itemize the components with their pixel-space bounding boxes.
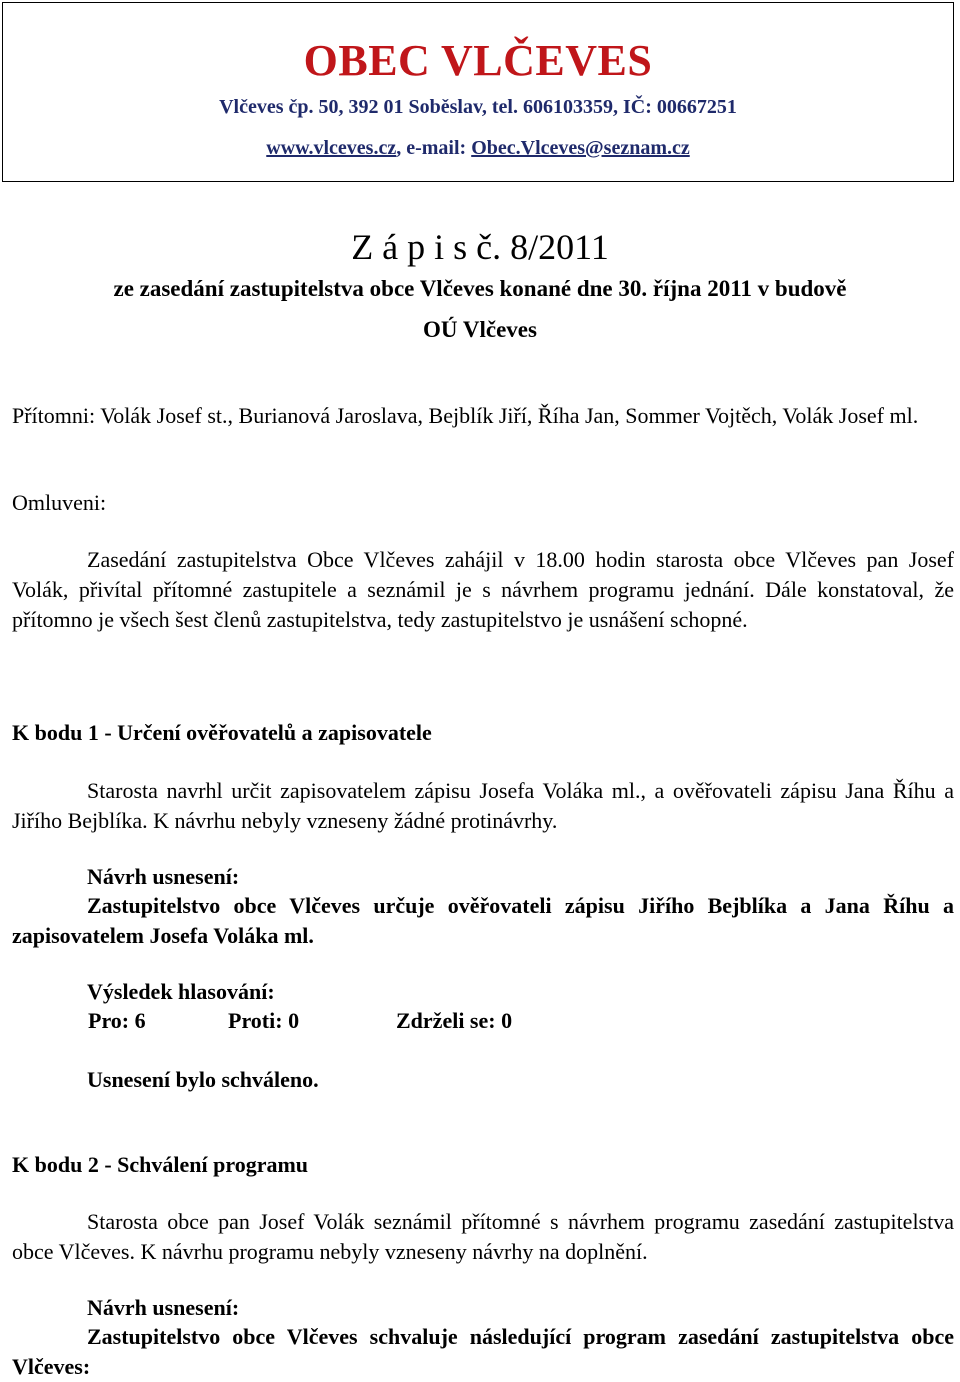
vote-against: Proti: 0 <box>228 1008 300 1033</box>
attendance-present: Přítomni: Volák Josef st., Burianová Jaroslava, Bejblík Jiří, Říha Jan, Sommer Vojtěch, Volák Josef ml. <box>12 403 919 428</box>
email-prefix: , e-mail: <box>396 137 472 159</box>
intro-paragraph: Zasedání zastupitelstva Obce Vlčeves zahájil v 18.00 hodin starosta obce Vlčeves pan Josef Volák, přivítal přítomné zastupitele a seznámil je s návrhem programu jednání. Dále konstatoval, že přítomno je všech šest členů zastupitelstva, tedy zastupitelstvo je usnášení schopné. <box>12 547 954 632</box>
minutes-title: Z á p i s č. 8/2011 <box>351 227 609 267</box>
item1-text: Starosta navrhl určit zapisovatelem zápisu Josefa Voláka ml., a ověřovateli zápisu Jana Říhu a Jiřího Bejblíka. K návrhu nebyly vzneseny žádné protinávrhy. <box>12 778 954 833</box>
vote-abstain: Zdrželi se: 0 <box>396 1008 513 1033</box>
website-link[interactable]: www.vlceves.cz <box>266 137 397 159</box>
municipality-title: OBEC VLČEVES <box>303 36 653 85</box>
item1-proposal: Zastupitelstvo obce Vlčeves určuje ověřovateli zápisu Jiřího Bejblíka a Jana Říhu a zapisovatelem Josefa Voláka ml. <box>12 893 954 948</box>
item2-heading: K bodu 2 - Schválení programu <box>12 1152 309 1177</box>
email-link[interactable]: Obec.Vlceves@seznam.cz <box>471 137 690 159</box>
minutes-place: OÚ Vlčeves <box>423 317 537 342</box>
item2-proposal: Zastupitelstvo obce Vlčeves schvaluje následující program zasedání zastupitelstva obce Vlčeves: <box>12 1324 954 1379</box>
attendance-excused: Omluveni: <box>12 490 107 515</box>
municipality-address: Vlčeves čp. 50, 392 01 Soběslav, tel. 606103359, IČ: 00667251 <box>219 96 737 118</box>
item1-heading: K bodu 1 - Určení ověřovatelů a zapisovatele <box>12 720 432 745</box>
item2-text: Starosta obce pan Josef Volák seznámil přítomné s návrhem programu zasedání zastupitelstva obce Vlčeves. K návrhu programu nebyly vzneseny návrhy na doplnění. <box>12 1209 954 1264</box>
item2-proposal-label: Návrh usnesení: <box>87 1295 240 1320</box>
vote-for: Pro: 6 <box>88 1008 146 1033</box>
letterhead <box>2 2 954 182</box>
item1-vote-label: Výsledek hlasování: <box>87 979 275 1004</box>
item1-proposal-label: Návrh usnesení: <box>87 864 240 889</box>
municipality-contact <box>3 137 953 160</box>
item1-result: Usnesení bylo schváleno. <box>87 1067 319 1092</box>
minutes-subtitle: ze zasedání zastupitelstva obce Vlčeves konané dne 30. října 2011 v budově <box>113 276 847 301</box>
